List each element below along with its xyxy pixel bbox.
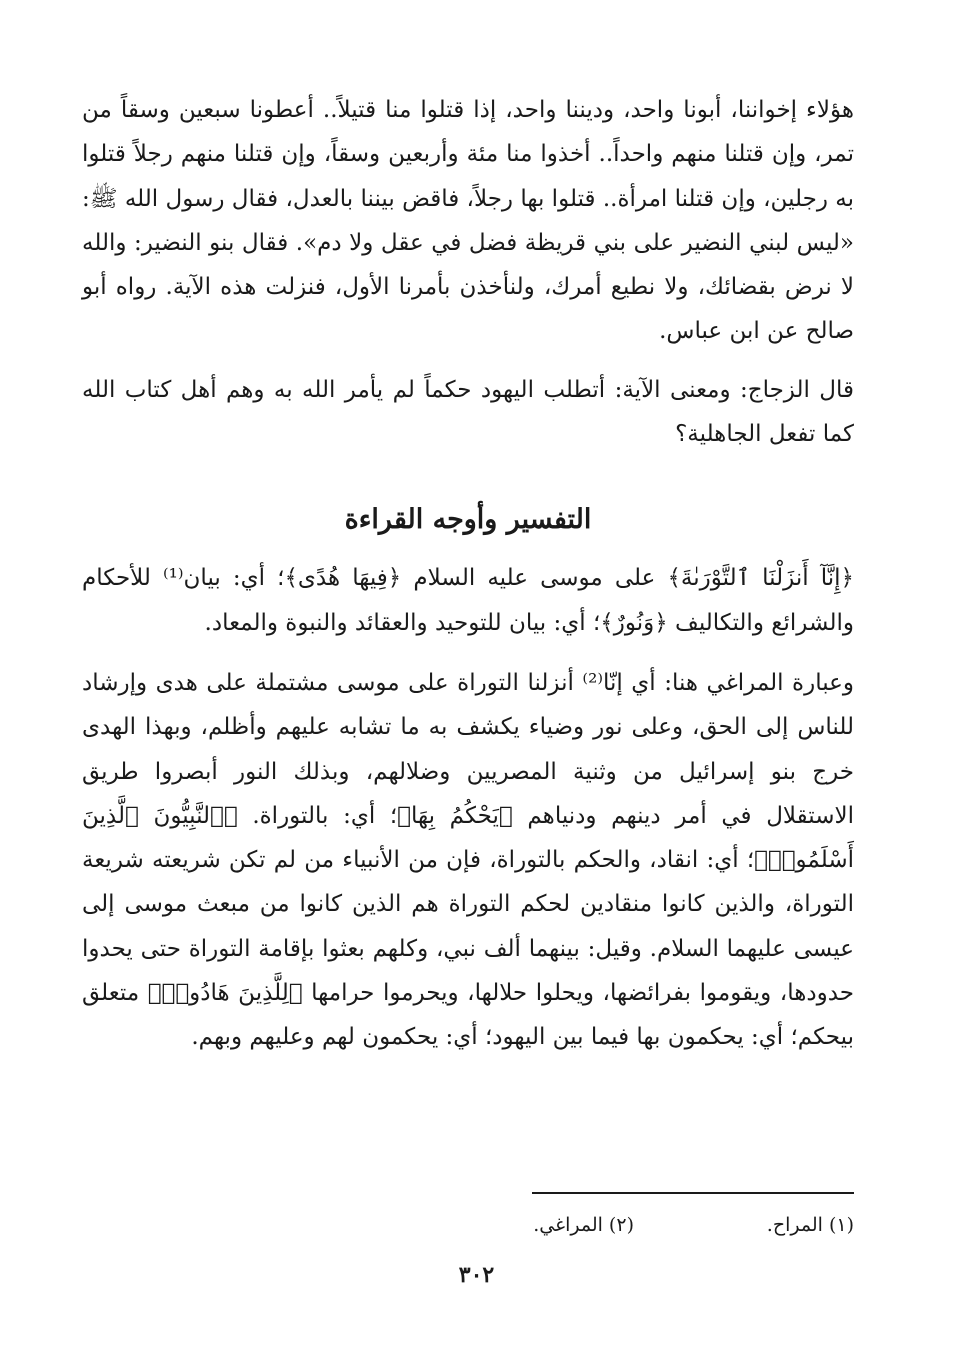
paragraph-1: هؤلاء إخواننا، أبونا واحد، وديننا واحد، إذا قتلوا منا قتيلاً.. أعطونا سبعين وسقاً من تمر، وإن قتلنا منهم واحداً.. أخذوا منا مئة وأربعين وسقاً، وإن قتلنا منهم رجلاً قتلوا به رجلين، وإن قتلنا امرأة.. قتلوا بها رجلاً، فاقض بيننا بالعدل، فقال رسول الله ﷺ: «ليس لبني النضير على بني قريظة فضل في عقل ولا دم». فقال بنو النضير: والله لا نرض بقضائك، ولا نطيع أمرك، ولنأخذن بأمرنا الأول، فنزلت هذه الآية. رواه أبو صالح عن ابن عباس. [82,97,854,345]
page-body [82,88,854,1060]
section-heading: التفسير وأوجه القراءة [344,504,592,536]
paragraph-4: وعبارة المراغي هنا: أي إنّا⁽²⁾ أنزلنا التوراة على موسى مشتملة على هدى وإرشاد للناس إلى الحق، وعلى نور وضياء يكشف به ما تشابه عليهم وأظلم، وبهذا الهدى خرج بنو إسرائيل من وثنية المصريين وضلالهم، وبذلك النور أبصروا طريق الاستقلال في أمر دينهم ودنياهم ﴿يَحْكُمُ بِهَا﴾؛ أي: بالتوراة. ﴿ٱلنَّبِيُّونَ ٱلَّذِينَ أَسْلَمُوا۟﴾؛ أي: انقاد، والحكم بالتوراة، فإن من الأنبياء من لم تكن شريعته شريعة التوراة، والذين كانوا منقادين لحكم التوراة هم الذين كانوا من مبعث موسى إلى عيسى عليهما السلام. وقيل: بينهما ألف نبي، وكلهم بعثوا بإقامة التوراة حتى يحدوا حدودها، ويقوموا بفرائضها، ويحلوا حلالها، ويحرموا حرامها ﴿لِلَّذِينَ هَادُوا۟﴾ متعلق بيحكم؛ أي: يحكمون بها فيما بين اليهود؛ أي: يحكمون لهم وعليهم وبهم. [82,669,854,1051]
paragraph-3: ﴿إِنَّآ أَنزَلْنَا ٱلتَّوْرَىٰةَ﴾ على موسى عليه السلام ﴿فِيهَا هُدًى﴾؛ أي: بيان⁽¹⁾ للأحكام والشرائع والتكاليف ﴿وَنُورٌ﴾؛ أي: بيان للتوحيد والعقائد والنبوة والمعاد. [82,565,854,636]
footnote-divider [532,1192,854,1194]
footnote-1: (١) المراح. [766,1214,854,1236]
paragraph-2: قال الزجاج: ومعنى الآية: أتطلب اليهود حكماً لم يأمر الله به وهم أهل كتاب الله كما تفعل الجاهلية؟ [82,376,854,448]
footnote-2: (٢) المراغي. [533,1214,634,1236]
page-number: ٣٠٢ [458,1262,495,1288]
